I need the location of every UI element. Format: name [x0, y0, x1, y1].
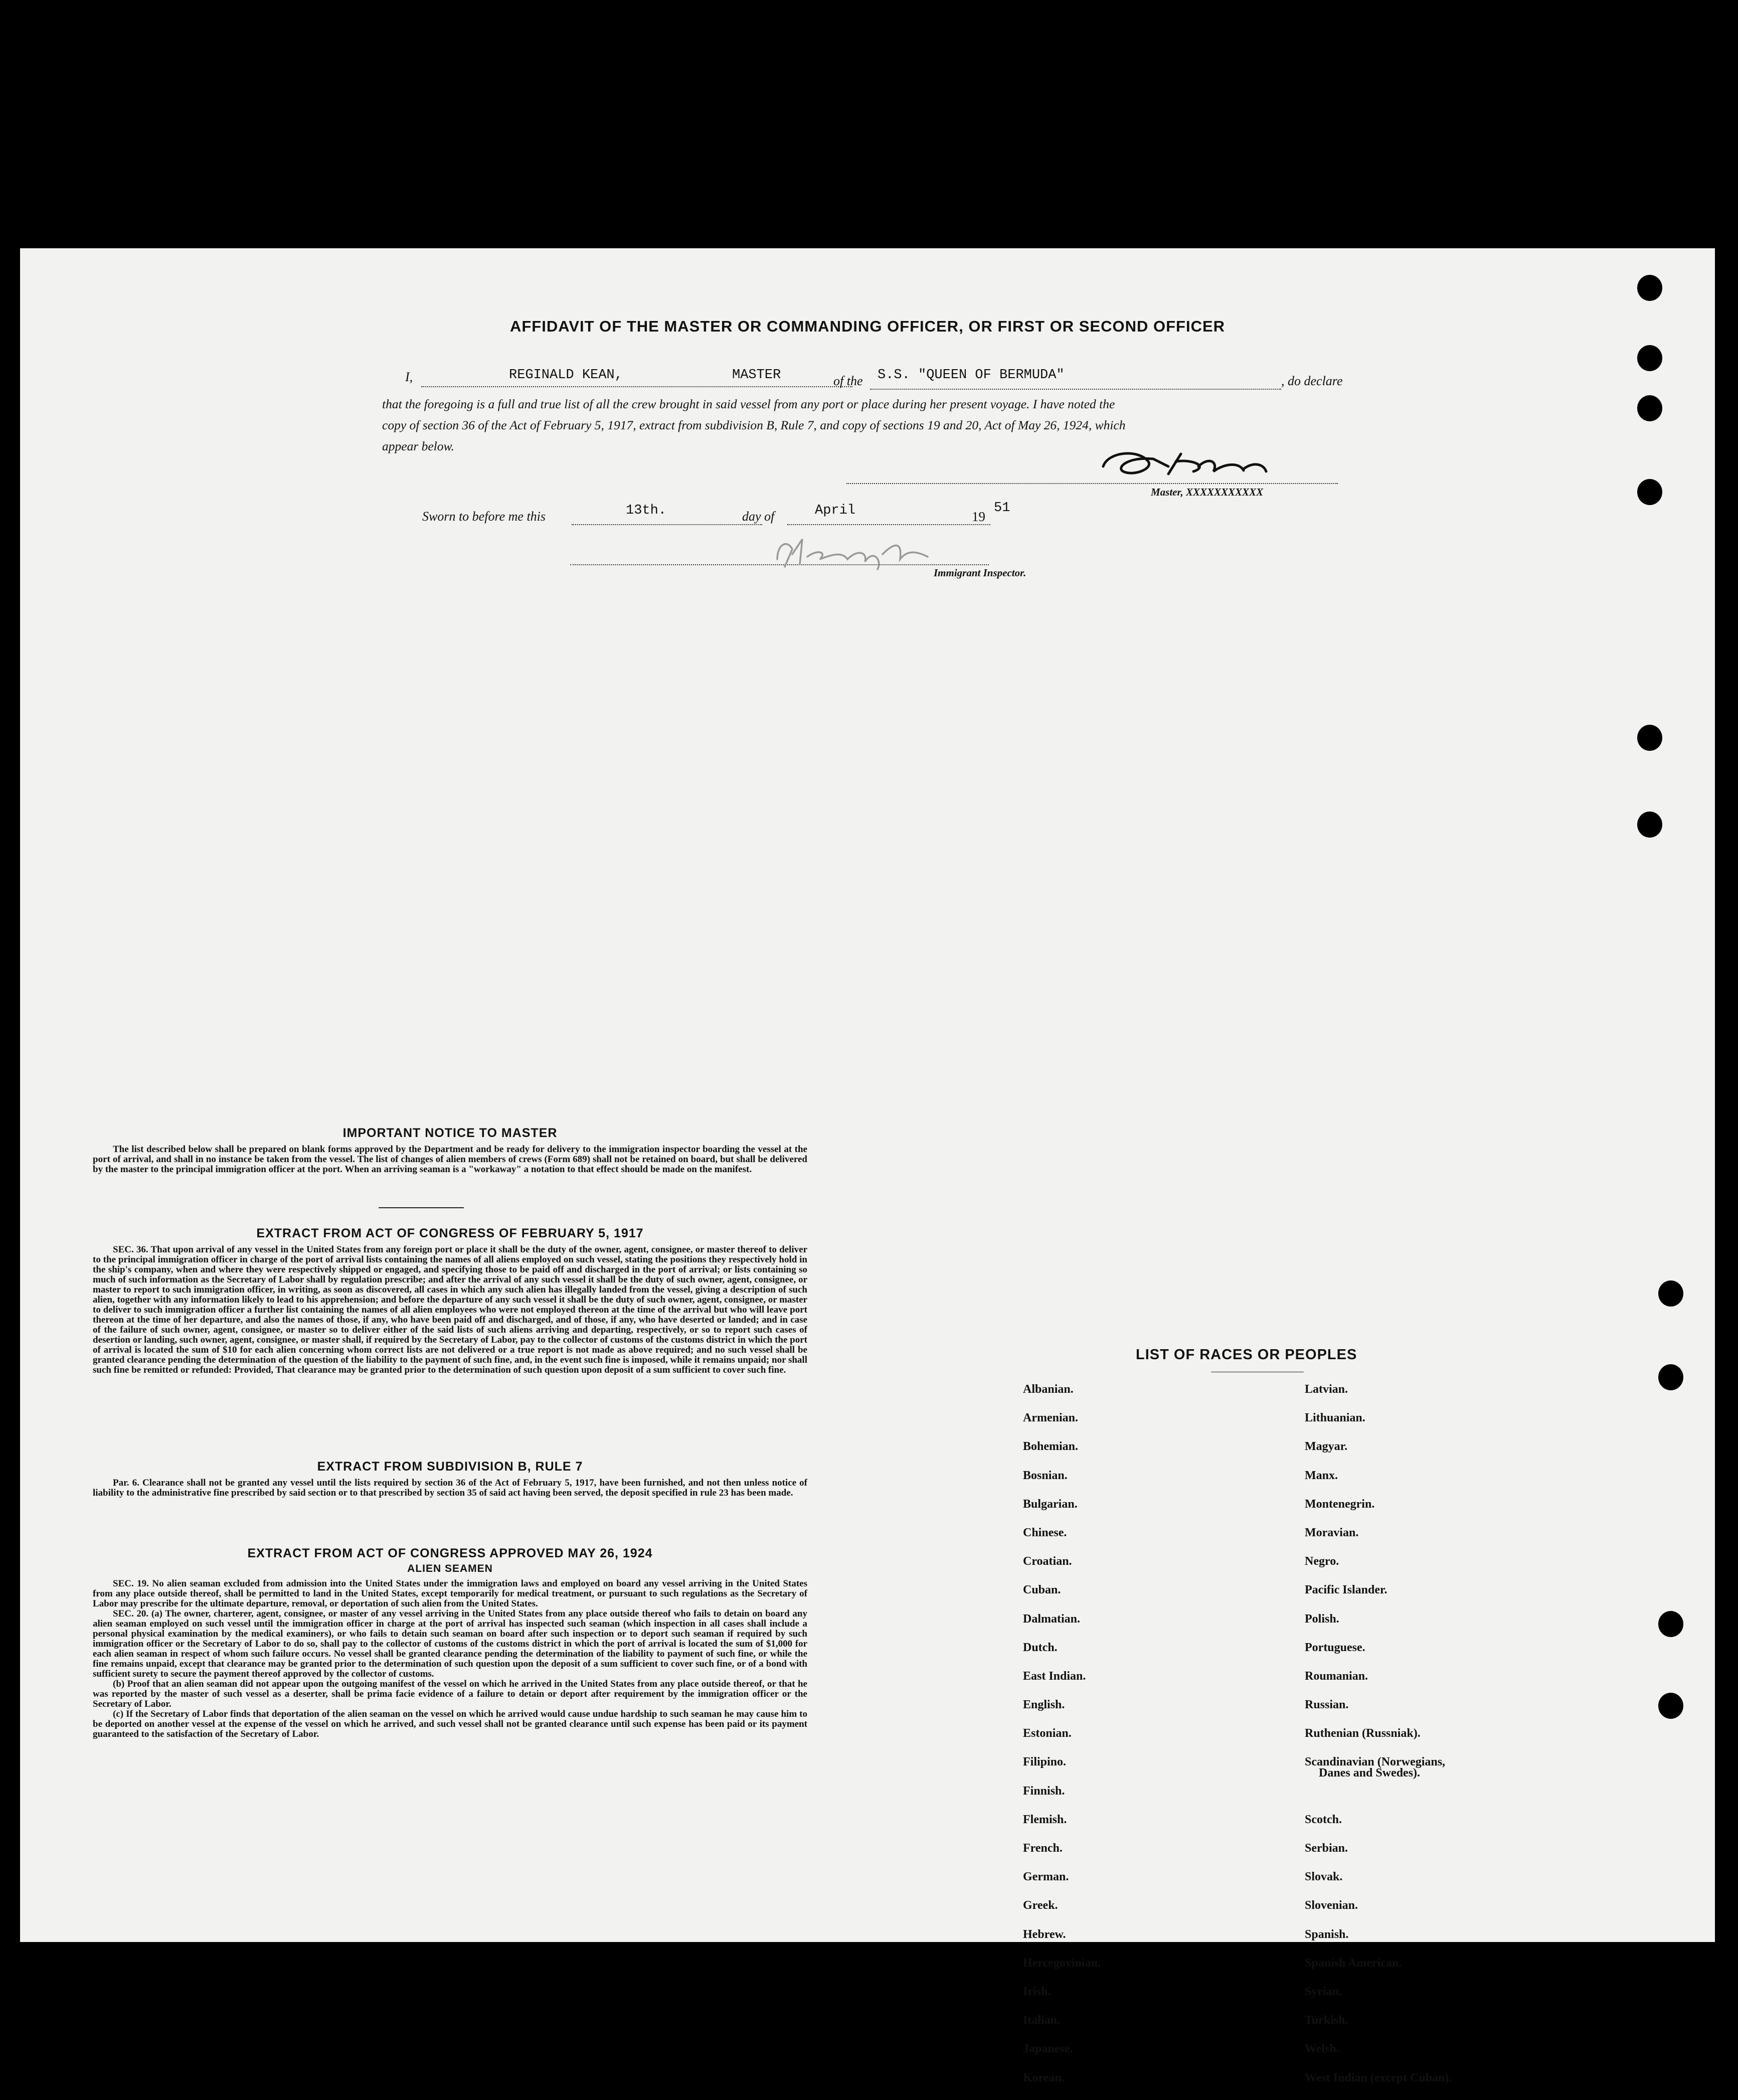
inspector-signature: [762, 529, 953, 574]
race-item: Portuguese.: [1305, 1641, 1365, 1654]
notice-text: The list described below shall be prepared on blank forms approved by the Department and be ready for delivery to the immigration inspector boarding the vessel at the port of arrival, and shall in no instance be taken from the vessel. The list of changes of alien members of crews (Form 689) shall not be retained on board, but shall be delivered by the master to the principal immigration officer at the port. When an arriving seaman is a "workaway" a notation to that effect should be made on the manifest.: [93, 1144, 807, 1175]
master-name: REGINALD KEAN,: [509, 368, 623, 383]
extract-rule7-section: [93, 1460, 807, 1498]
races-left-column: [1023, 1383, 1101, 2100]
divider: [379, 1207, 464, 1208]
sworn-month: April: [815, 503, 856, 518]
race-item: Negro.: [1305, 1555, 1339, 1568]
alien-seamen-subtitle: ALIEN SEAMEN: [407, 1563, 493, 1574]
punch-hole: [1637, 479, 1662, 505]
race-item: West Indian (except Cuban).: [1305, 2071, 1452, 2084]
race-item: Japanese.: [1023, 2042, 1073, 2056]
races-right-column: [1305, 1383, 1452, 2100]
race-item: French.: [1023, 1842, 1063, 1855]
race-item: Dutch.: [1023, 1641, 1058, 1654]
extract-1917-text: SEC. 36. That upon arrival of any vessel in the United States from any foreign port or place it shall be the duty of the owner, agent, consignee, or master thereof to deliver to the principal immigration officer in charge of the port of arrival lists containing the names of all aliens employed on such vessel, stating the positions they respectively hold in the ship's company, when and where they were respectively shipped or engaged, and specifying those to be paid off and discharged in the port of arrival; or lists containing so much of such information as the Secretary of Labor shall by regulation prescribe; and after the arrival of any such vessel it shall be the duty of such owner, agent, consignee, or master to report to such immigration officer, in writing, as soon as discovered, all cases in which any such alien has illegally landed from the vessel, giving a description of such alien, together with any information likely to lead to his apprehension; and before the departure of any such vessel it shall be the duty of such owner, agent, consignee, or master to deliver to such immigration officer a further list containing the names of all alien employees who were not employed thereon at the time of the arrival but who will leave port thereon at the time of her departure, and also the names of those, if any, who have been paid off and discharged, and of those, if any, who have deserted or landed; and in case of the failure of such owner, agent, consignee, or master so to deliver either of the said lists of such aliens arriving and departing, respectively, or so to report such cases of desertion or landing, such owner, agent, consignee, or master shall, if required by the Secretary of Labor, pay to the collector of customs of the customs district in which the port of arrival is located the sum of $10 for each alien concerning whom correct lists are not delivered or a true report is not made as above required; and no such vessel shall be granted clearance pending the determination of the question of the liability to the payment of such fine, and, in the event such fine is imposed, while it remains unpaid; nor shall such fine be remitted or refunded: Provided, That clearance may be granted prior to the determination of such question upon deposit of a sum sufficient to cover such fine.: [93, 1244, 807, 1375]
extract-1917-title: EXTRACT FROM ACT OF CONGRESS OF FEBRUARY 5, 1917: [256, 1226, 644, 1240]
race-item: Italian.: [1023, 2014, 1061, 2027]
master-signature: [1093, 446, 1314, 487]
affidavit-line-4: appear below.: [382, 439, 455, 453]
race-item: Manx.: [1305, 1469, 1338, 1482]
race-item: Moravian.: [1305, 1526, 1359, 1539]
race-item: Latvian.: [1305, 1383, 1348, 1396]
extract-rule7-title: EXTRACT FROM SUBDIVISION B, RULE 7: [317, 1460, 583, 1474]
extract-1924-title: EXTRACT FROM ACT OF CONGRESS APPROVED MAY 26, 1924: [247, 1546, 653, 1560]
sec20c-text: (c) If the Secretary of Labor finds that deportation of the alien seaman on the vessel on which he arrived would cause undue hardship to such seaman he may cause him to be deported on another vessel at the expense of the vessel on which he arrived, and such vessel shall not be granted clearance until such expense has been paid or its payment guaranteed to the satisfaction of the Secretary of Labor.: [93, 1709, 807, 1739]
race-item: Hercegovinian.: [1023, 1956, 1101, 1970]
race-item: Finnish.: [1023, 1784, 1065, 1798]
race-item: Spanish American.: [1305, 1956, 1402, 1970]
race-item: Dalmatian.: [1023, 1612, 1080, 1626]
races-title: LIST OF RACES OR PEOPLES: [1136, 1347, 1357, 1363]
race-item: Cuban.: [1023, 1583, 1061, 1597]
race-item: Magyar.: [1305, 1440, 1348, 1453]
punch-hole: [1637, 395, 1662, 421]
race-item: Serbian.: [1305, 1842, 1348, 1855]
of-the-label: of the: [833, 374, 863, 388]
extract-1924-section: [93, 1546, 807, 1739]
race-item: Korean.: [1023, 2071, 1065, 2084]
sec20a-text: SEC. 20. (a) The owner, charterer, agent, consignee, or master of any vessel arriving in the United States from any place outside thereof who fails to detain on board any alien seaman employed on such vessel until the immigration officer in charge at the port of arrival has inspected such seaman (which inspection in all cases shall include a personal physical examination by the medical examiners), or who fails to detain such seaman on board after such inspection or to deport such seaman if required by such immigration officer or the Secretary of Labor to do so, shall pay to the collector of customs of the customs district in which the port of arrival is located the sum of $1,000 for each alien seaman in respect of whom such failure occurs. No vessel shall be granted clearance pending the determination of the liability to payment of such fine, or while the fine remains unpaid, except that clearance may be granted prior to the determination of such question upon the deposit of a sum sufficient to cover such fine, or of a bond with sufficient surety to secure the payment thereof approved by the collector of customs.: [93, 1608, 807, 1679]
affidavit-line-3: copy of section 36 of the Act of February 5, 1917, extract from subdivision B, Rule 7, and copy of sections 19 and 20, Act of May 26, 1924, which: [382, 418, 1126, 432]
punch-hole: [1658, 1280, 1683, 1307]
race-item: Ruthenian (Russniak).: [1305, 1727, 1421, 1740]
extract-rule7-text: Par. 6. Clearance shall not be granted any vessel until the lists required by section 36 of the Act of February 5, 1917, have been furnished, and not then unless notice of liability to the administrative fine prescribed by said section or to that prescribed by section 35 of said act having been served, the deposit specified in rule 23 has been made.: [93, 1478, 807, 1498]
vessel-line: [870, 389, 1281, 390]
master-rank: MASTER: [732, 368, 781, 383]
race-item: Spanish.: [1305, 1927, 1349, 1941]
race-item: [1305, 1785, 1452, 1813]
sworn-month-line: [787, 524, 990, 525]
master-caption: Master, XXXXXXXXXXX: [1151, 486, 1264, 498]
day-of-label: day of: [742, 509, 775, 524]
punch-hole: [1637, 275, 1662, 301]
race-item: Pacific Islander.: [1305, 1583, 1387, 1597]
race-item: Croatian.: [1023, 1555, 1072, 1568]
sec20b-text: (b) Proof that an alien seaman did not appear upon the outgoing manifest of the vessel on which he arrived in the United States from any place outside thereof, or that he was reported by the master of such vessel as a deserter, shall be prima facie evidence of a failure to detain or deport after requirement by the immigration officer or the Secretary of Labor.: [93, 1679, 807, 1709]
race-item: Scandinavian (Norwegians, Danes and Swedes).: [1305, 1755, 1446, 1780]
race-item: Greek.: [1023, 1899, 1058, 1912]
race-item: Hebrew.: [1023, 1927, 1066, 1941]
punch-hole: [1658, 1611, 1683, 1637]
notice-section: [93, 1126, 807, 1175]
race-item: Scotch.: [1305, 1813, 1342, 1826]
year-prefix: 19: [972, 509, 985, 524]
race-item: Chinese.: [1023, 1526, 1067, 1539]
race-item: Syrian.: [1305, 1985, 1342, 1998]
punch-hole: [1658, 1364, 1683, 1390]
sworn-day: 13th.: [626, 503, 667, 518]
name-line: [421, 386, 852, 387]
race-item: Lithuanian.: [1305, 1411, 1365, 1425]
document-page: [20, 248, 1715, 2084]
notice-title: IMPORTANT NOTICE TO MASTER: [342, 1126, 558, 1140]
race-item: Russian.: [1305, 1698, 1349, 1712]
race-item: Bosnian.: [1023, 1469, 1068, 1482]
punch-hole: [1637, 725, 1662, 751]
race-item: Polish.: [1305, 1612, 1339, 1626]
race-item: Bulgarian.: [1023, 1497, 1078, 1511]
race-item: Albanian.: [1023, 1383, 1074, 1396]
punch-hole: [1637, 812, 1662, 838]
race-item-continuation: Danes and Swedes).: [1319, 1766, 1421, 1780]
race-item: English.: [1023, 1698, 1065, 1712]
race-item: East Indian.: [1023, 1669, 1086, 1683]
race-item: German.: [1023, 1870, 1069, 1884]
race-item: Turkish.: [1305, 2014, 1348, 2027]
race-item: Bohemian.: [1023, 1440, 1079, 1453]
extract-1917-section: [93, 1226, 807, 1375]
race-item: Filipino.: [1023, 1755, 1067, 1769]
sworn-day-line: [572, 524, 762, 525]
affidavit-i-label: I,: [405, 370, 413, 384]
do-declare-label: , do declare: [1281, 374, 1343, 388]
punch-hole: [1637, 345, 1662, 371]
race-item: Slovenian.: [1305, 1899, 1358, 1912]
sec19-text: SEC. 19. No alien seaman excluded from admission into the United States under the immigration laws and employed on board any vessel arriving in the United States from any place outside thereof, shall be permitted to land in the United States, except temporarily for medical treatment, or pursuant to such regulations as the Secretary of Labor may prescribe for the ultimate departure, removal, or deportation of such alien from the United States.: [93, 1578, 807, 1609]
year-suffix: 51: [994, 501, 1010, 516]
race-item: Slovak.: [1305, 1870, 1343, 1884]
race-item: Welsh.: [1305, 2042, 1339, 2056]
race-item: Roumanian.: [1305, 1669, 1368, 1683]
vessel-name: S.S. "QUEEN OF BERMUDA": [878, 368, 1065, 383]
sworn-label: Sworn to before me this: [422, 509, 546, 524]
race-item: Flemish.: [1023, 1813, 1067, 1826]
inspector-caption: Immigrant Inspector.: [934, 567, 1026, 579]
punch-hole: [1658, 1693, 1683, 1719]
affidavit-line-2: that the foregoing is a full and true list of all the crew brought in said vessel from any port or place during her present voyage. I have noted the: [382, 397, 1115, 411]
affidavit-title: AFFIDAVIT OF THE MASTER OR COMMANDING OFFICER, OR FIRST OR SECOND OFFICER: [509, 317, 1226, 335]
race-item: Montenegrin.: [1305, 1497, 1375, 1511]
race-item: Estonian.: [1023, 1727, 1072, 1740]
race-item: Armenian.: [1023, 1411, 1078, 1425]
race-item: Irish.: [1023, 1985, 1051, 1998]
